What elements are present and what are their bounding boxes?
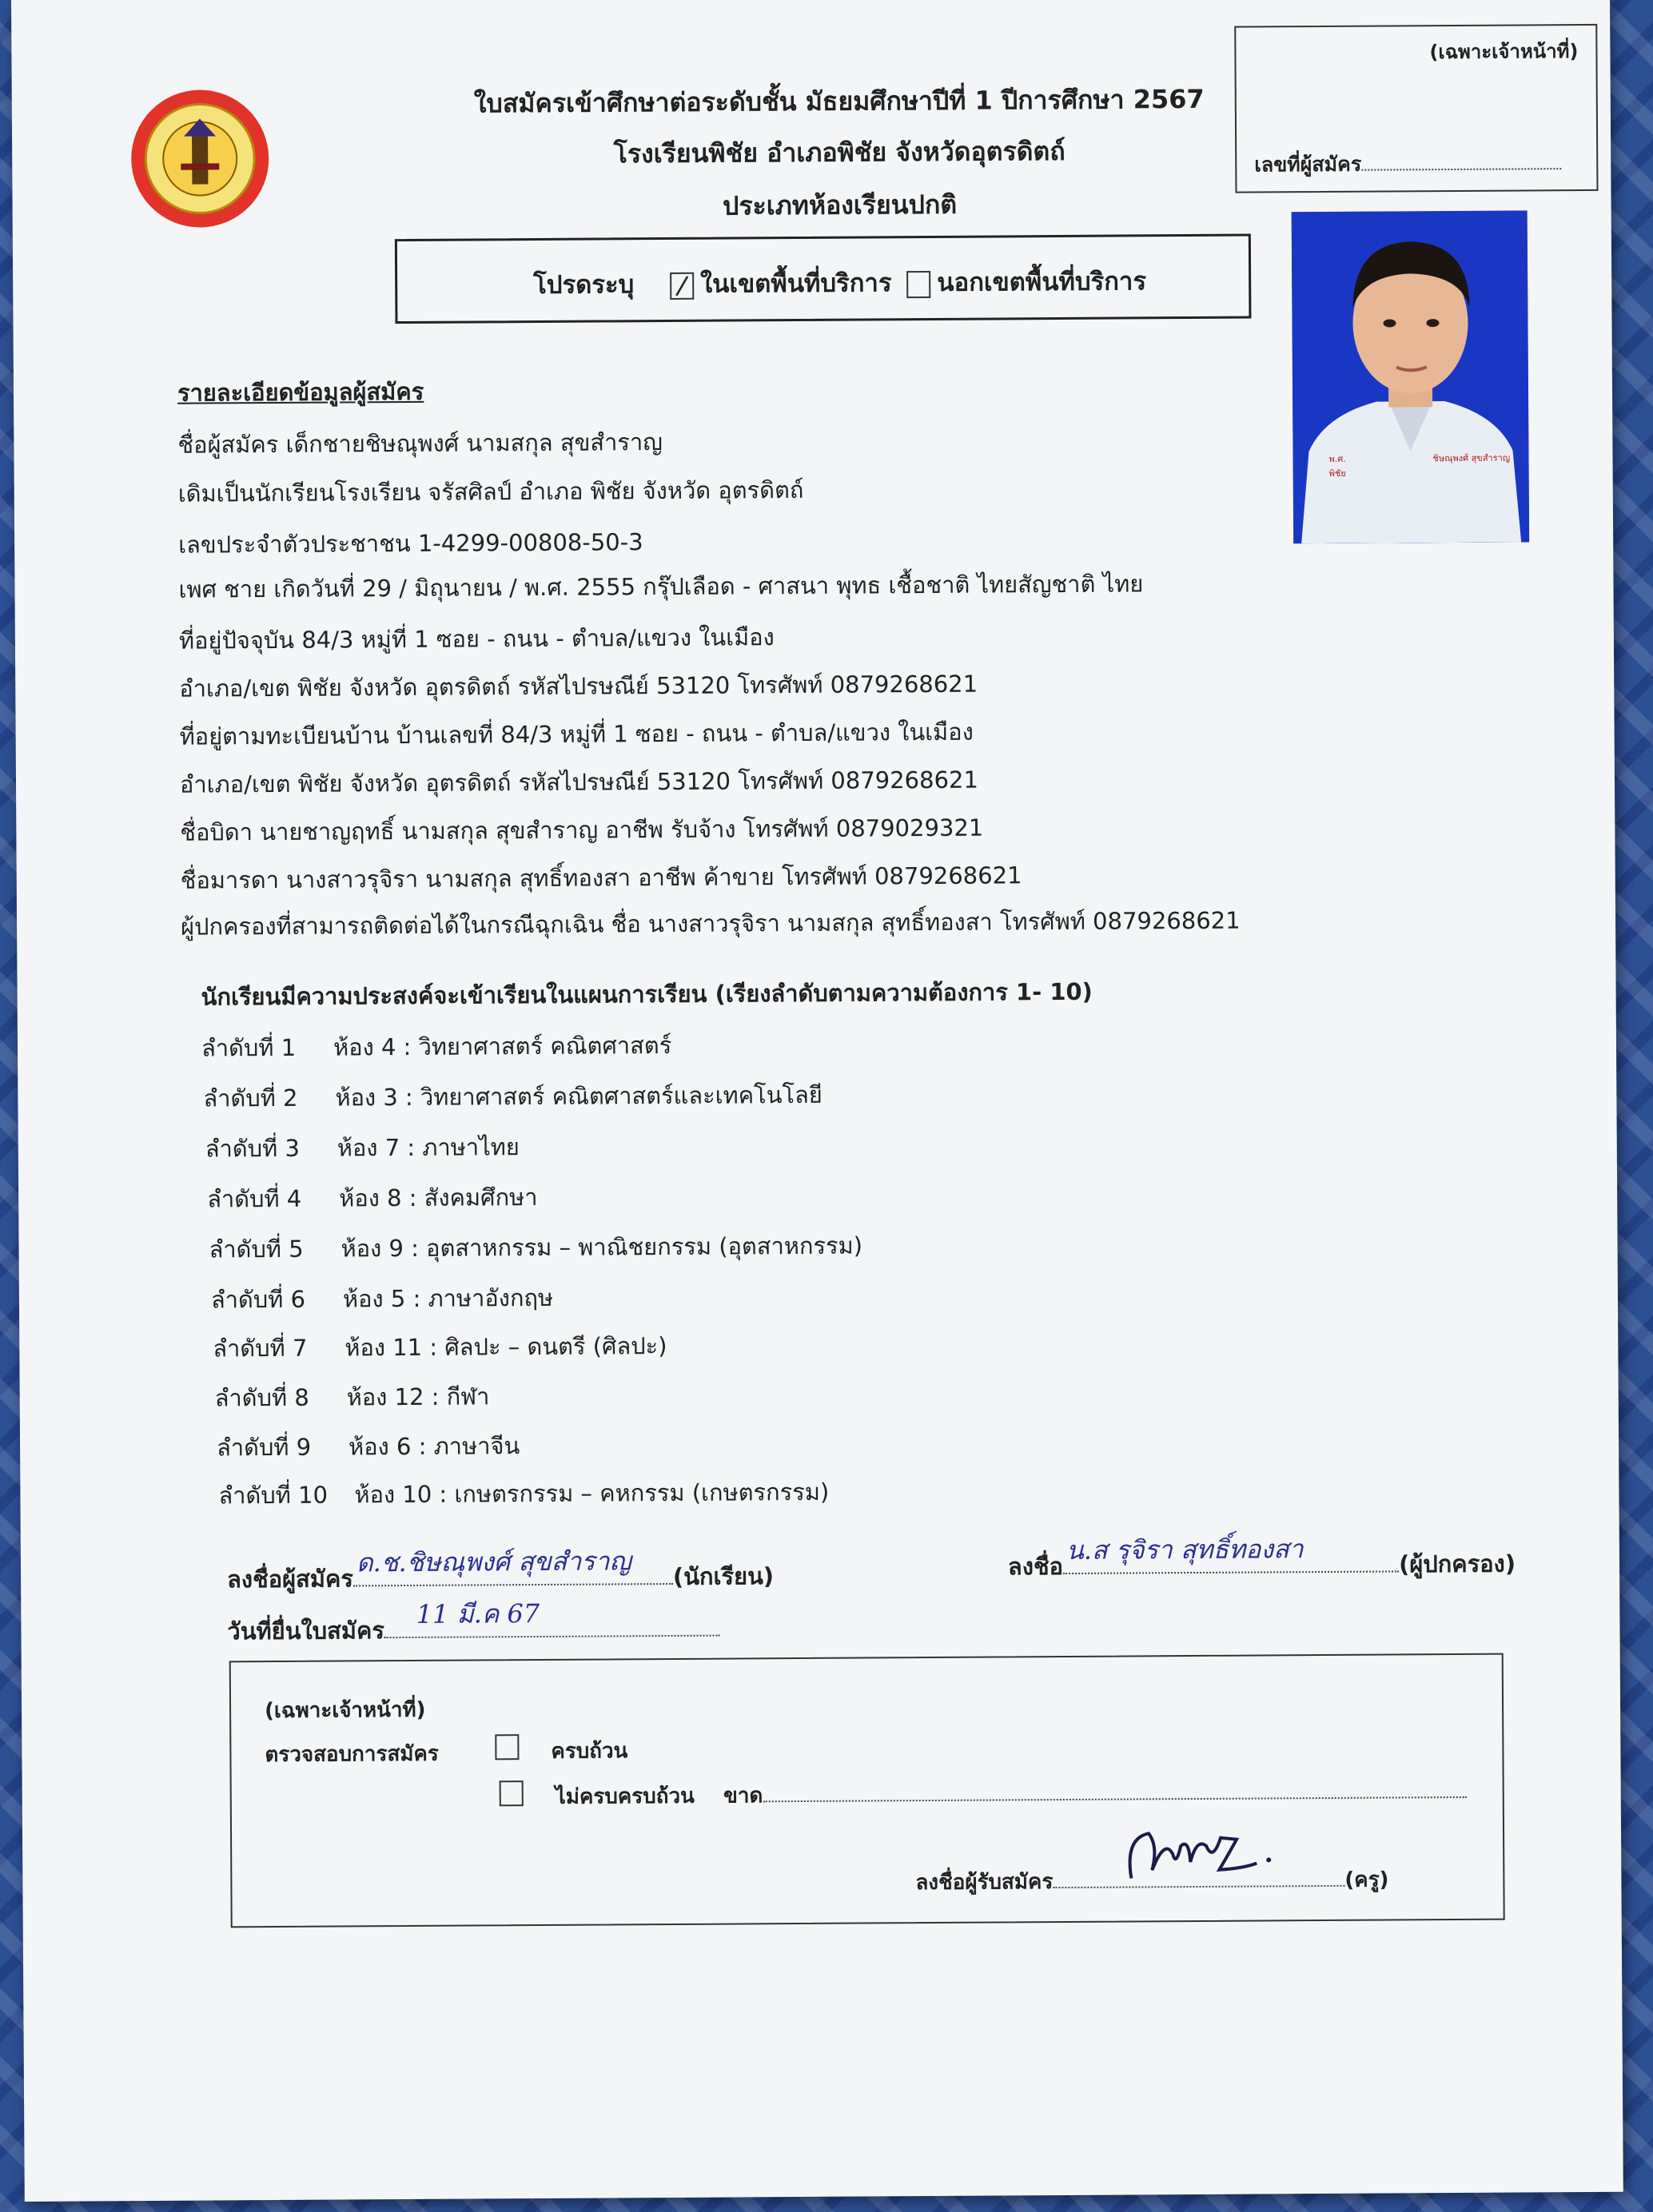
plan-rank-6: ลำดับที่ 6 ห้อง 5 : ภาษาอังกฤษ bbox=[210, 1283, 554, 1314]
mother-line: ชื่อมารดา นางสาวรุจิรา นามสกุล สุทธิ์ทองสา อาชีพ ค้าขาย โทรศัพท์ 0879268621 bbox=[180, 861, 1022, 894]
emergency-contact-line: ผู้ปกครองที่สามารถติดต่อได้ในกรณีฉุกเฉิน ชื่อ นางสาวรุจิรา นามสกุล สุทธิ์ทองสา โทรศัพท์ 0879268621 bbox=[180, 906, 1241, 941]
school-seal-icon bbox=[128, 86, 273, 231]
application-date-field bbox=[227, 1597, 720, 1650]
study-plan-heading: นักเรียนมีความประสงค์จะเข้าเรียนในแผนการเรียน (เรียงลำดับตามความต้องการ 1- 10) bbox=[201, 977, 1093, 1011]
incomplete-checkbox[interactable] bbox=[500, 1780, 524, 1806]
applicant-number-field bbox=[1254, 147, 1561, 181]
application-form-paper bbox=[11, 0, 1623, 2202]
registered-address-district-line: อำเภอ/เขต พิชัย จังหวัด อุตรดิตถ์ รหัสไปรษณีย์ 53120 โทรศัพท์ 0879268621 bbox=[179, 766, 978, 798]
plan-rank-10: ลำดับที่ 10 ห้อง 10 : เกษตรกรรม – คหกรรม (เกษตรกรรม) bbox=[218, 1478, 830, 1510]
applicant-signature-suffix: (นักเรียน) bbox=[672, 1562, 775, 1590]
personal-info-line: เพศ ชาย เกิดวันที่ 29 / มิถุนายน / พ.ศ. 2555 กรุ๊ปเลือด - ศาสนา พุทธ เชื้อชาติ ไทยสัญชาติ ไทย bbox=[178, 570, 1144, 603]
photo-badge-right: ชิษณุพงศ์ สุขสำราญ bbox=[1432, 452, 1511, 464]
specify-label: โปรดระบุ bbox=[533, 270, 635, 300]
applicant-details-heading: รายละเอียดข้อมูลผู้สมัคร bbox=[177, 377, 424, 407]
service-area-option-box bbox=[395, 234, 1252, 324]
applicant-signature-handwriting: ด.ช.ชิษณุพงศ์ สุขสำราญ bbox=[356, 1546, 631, 1578]
guardian-signature-suffix: (ผู้ปกครอง) bbox=[1398, 1550, 1516, 1578]
current-address-line: ที่อยู่ปัจจุบัน 84/3 หมู่ที่ 1 ซอย - ถนน - ตำบล/แขวง ในเมือง bbox=[178, 623, 775, 654]
receiver-signature-field bbox=[915, 1864, 1388, 1900]
applicant-photo bbox=[1292, 210, 1530, 543]
plan-rank-7: ลำดับที่ 7 ห้อง 11 : ศิลปะ – ดนตรี (ศิลปะ) bbox=[213, 1332, 667, 1363]
plan-rank-1: ลำดับที่ 1 ห้อง 4 : วิทยาศาสตร์ คณิตศาสตร์ bbox=[201, 1031, 672, 1062]
plan-rank-9: ลำดับที่ 9 ห้อง 6 : ภาษาจีน bbox=[216, 1432, 520, 1462]
missing-label: ขาด bbox=[723, 1784, 763, 1808]
plan-rank-2: ลำดับที่ 2 ห้อง 3 : วิทยาศาสตร์ คณิตศาสตร์และเทคโนโลยี bbox=[203, 1080, 823, 1112]
out-area-label: นอกเขตพื้นที่บริการ bbox=[937, 267, 1147, 297]
plan-rank-8: ลำดับที่ 8 ห้อง 12 : กีฬา bbox=[214, 1382, 490, 1412]
complete-label: ครบถ้วน bbox=[551, 1739, 628, 1764]
complete-checkbox[interactable] bbox=[495, 1734, 519, 1760]
applicant-signature-field bbox=[226, 1546, 775, 1597]
citizen-id-line: เลขประจำตัวประชาชน 1-4299-00808-50-3 bbox=[178, 528, 643, 559]
plan-rank-4: ลำดับที่ 4 ห้อง 8 : สังคมศึกษา bbox=[207, 1184, 538, 1213]
out-area-checkbox[interactable] bbox=[906, 270, 930, 297]
applicant-number-label: เลขที่ผู้สมัคร bbox=[1254, 152, 1362, 177]
applicant-signature-label: ลงชื่อผู้สมัคร bbox=[226, 1565, 354, 1593]
registered-address-line: ที่อยู่ตามทะเบียนบ้าน บ้านเลขที่ 84/3 หมู่ที่ 1 ซอย - ถนน - ตำบล/แขวง ในเมือง bbox=[179, 718, 974, 750]
receiver-signature-label: ลงชื่อผู้รับสมัคร bbox=[915, 1870, 1054, 1896]
previous-school-line: เดิมเป็นนักเรียนโรงเรียน จรัสศิลป์ อำเภอ พิชัย จังหวัด อุตรดิตถ์ bbox=[177, 475, 804, 507]
verification-label: ตรวจสอบการสมัคร bbox=[265, 1741, 439, 1768]
form-title-line1: ใบสมัครเข้าศึกษาต่อระดับชั้น มัธยมศึกษาปีที่ 1 ปีการศึกษา 2567 bbox=[473, 83, 1205, 119]
guardian-signature-field bbox=[1007, 1534, 1516, 1585]
in-area-checkbox[interactable] bbox=[670, 272, 694, 299]
applicant-name-line: ชื่อผู้สมัคร เด็กชายชิษณุพงศ์ นามสกุล สุขสำราญ bbox=[177, 428, 663, 459]
application-date-handwriting: 11 มี.ค 67 bbox=[416, 1597, 540, 1629]
office-use-box bbox=[1234, 24, 1598, 193]
plan-rank-5: ลำดับที่ 5 ห้อง 9 : อุตสาหกรรม – พาณิชยกรรม (อุตสาหกรรม) bbox=[209, 1231, 863, 1263]
guardian-signature-label: ลงชื่อ bbox=[1007, 1552, 1064, 1581]
photo-badge-left: พ.ศ. พิชัย bbox=[1328, 453, 1346, 479]
application-date-label: วันที่ยื่นใบสมัคร bbox=[227, 1617, 384, 1645]
father-line: ชื่อบิดา นายชาญฤทธิ์ นามสกุล สุขสำราญ อาชีพ รับจ้าง โทรศัพท์ 0879029321 bbox=[180, 814, 984, 846]
plan-rank-3: ลำดับที่ 3 ห้อง 7 : ภาษาไทย bbox=[205, 1133, 520, 1163]
service-area-options bbox=[533, 261, 1146, 304]
incomplete-label: ไม่ครบครบถ้วน bbox=[555, 1784, 695, 1809]
current-address-district-line: อำเภอ/เขต พิชัย จังหวัด อุตรดิตถ์ รหัสไปรษณีย์ 53120 โทรศัพท์ 0879268621 bbox=[179, 670, 978, 702]
guardian-signature-handwriting: น.ส รุจิรา สุทธิ์ทองสา bbox=[1065, 1534, 1304, 1566]
office-use-title: (เฉพาะเจ้าหน้าที่) bbox=[1429, 40, 1579, 64]
incomplete-field bbox=[556, 1775, 1467, 1813]
receiver-signature-mark bbox=[1117, 1821, 1285, 1886]
classroom-type-line: ประเภทห้องเรียนปกติ bbox=[722, 189, 958, 221]
school-name-line: โรงเรียนพิชัย อำเภอพิชัย จังหวัดอุตรดิตถ์ bbox=[613, 135, 1065, 169]
staff-verification-box bbox=[229, 1653, 1505, 1928]
in-area-label: ในเขตพื้นที่บริการ bbox=[699, 269, 892, 299]
receiver-signature-suffix: (ครู) bbox=[1344, 1868, 1389, 1892]
staff-box-title: (เฉพาะเจ้าหน้าที่) bbox=[264, 1697, 426, 1724]
